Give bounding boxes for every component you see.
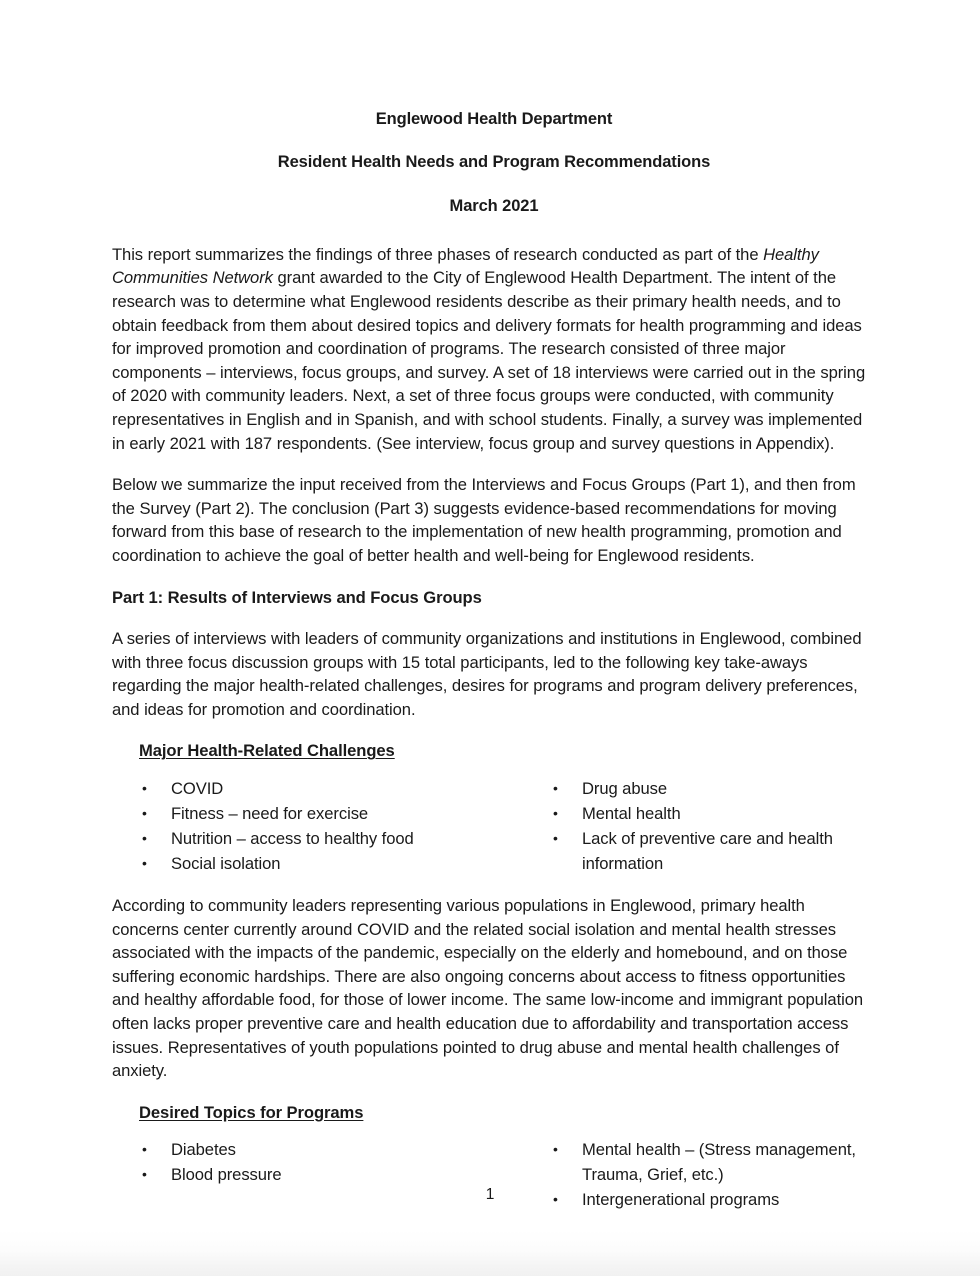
document-content [112,108,876,1230]
list-item [553,801,876,826]
desired-topics-list-left [142,1137,553,1187]
list-item [142,801,553,826]
page-number-footer: 1 [485,1186,495,1203]
intro-paragraph-1-text-before: This report summarizes the findings of three phases of research conducted as part of the [112,244,764,264]
list-item-label: COVID [171,779,224,799]
bullet-icon: • [553,780,558,797]
part-1-intro-paragraph: A series of interviews with leaders of community organizations and institutions in Englewood, combined with three focus discussion groups with 15 total participants, led to the following key take-aways regarding the major health-related challenges, desires for programs and program delivery preferences, and ideas for promotion and coordination. [112,629,862,719]
list-item-label: Mental health – (Stress management, Trauma, Grief, etc.) [582,1140,856,1185]
document-date: March 2021 [449,196,539,215]
list-item [142,851,553,876]
challenges-column-left [112,776,553,876]
bullet-icon: • [553,805,558,822]
grant-name-italic: Healthy Communities Network [112,244,819,288]
intro-paragraph-1-text-after: grant awarded to the City of Englewood Health Department. The intent of the research was to determine what Englewood residents describe as their primary health needs, and to obtain feedback from them about desired topics and delivery formats for health programming and ideas for improved promotion and coordination of programs. The research consisted of three major components – interviews, focus groups, and survey. A set of 18 interviews were carried out in the spring of 2020 with community leaders. Next, a set of three focus groups were conducted, with community representatives in English and in Spanish, and with school students. Finally, a survey was implemented in early 2021 with 187 respondents. (See interview, focus group and survey questions in Appendix). [112,268,866,453]
list-item-label: Nutrition – access to healthy food [171,829,414,849]
challenges-list-right [553,776,876,876]
list-item-label: Lack of preventive care and health information [582,829,833,874]
list-item [553,826,876,876]
list-item [142,776,553,801]
list-item [142,1137,553,1162]
bullet-icon: • [142,855,147,872]
bullet-icon: • [142,1166,147,1183]
challenges-discussion-paragraph: According to community leaders representing various populations in Englewood, primary health concerns center currently around COVID and the related social isolation and mental health stresses associated with the impacts of the pandemic, especially on the elderly and homebound, and on those suffering economic hardships. There are also ongoing concerns about access to fitness opportunities and healthy affordable food, for those of lower income. The same low-income and immigrant population often lacks proper preventive care and health education due to affordability and transportation access issues. Representatives of youth populations pointed to drug abuse and mental health challenges of anxiety. [112,896,864,1081]
page-bottom-edge [0,1230,980,1276]
document-title-block [112,108,876,217]
bullet-icon: • [142,805,147,822]
bullet-icon: • [142,780,147,797]
list-item-label: Intergenerational programs [582,1190,780,1210]
part-1-heading: Part 1: Results of Interviews and Focus Groups [112,587,482,607]
challenges-list-left [142,776,553,876]
bullet-icon: • [142,1141,147,1158]
bullet-icon: • [553,1141,558,1158]
list-item-label: Blood pressure [171,1165,282,1185]
list-item [553,776,876,801]
list-item [142,1162,553,1187]
bullet-icon: • [553,1191,558,1208]
challenges-subheading-label: Major Health-Related Challenges [139,741,395,761]
intro-paragraph-1 [112,243,876,455]
desired-topics-subheading [139,1101,876,1125]
challenges-column-right [553,776,876,876]
list-item-label: Drug abuse [582,779,667,799]
list-item-label: Fitness – need for exercise [171,804,369,824]
desired-topics-subheading-label: Desired Topics for Programs [139,1102,364,1122]
document-subtitle: Resident Health Needs and Program Recommendations [277,153,711,172]
intro-paragraph-2: Below we summarize the input received from the Interviews and Focus Groups (Part 1), and then from the Survey (Part 2). The conclusion (Part 3) suggests evidence-based recommendations for moving forward from this base of research to the implementation of new health programming, promotion and coordination to achieve the goal of better health and well-being for Englewood residents. [112,475,856,565]
list-item-label: Mental health [582,804,681,824]
list-item-label: Social isolation [171,854,281,874]
bullet-icon: • [142,830,147,847]
page-title: Englewood Health Department [375,110,613,128]
bullet-icon: • [553,830,558,847]
list-item [553,1137,876,1187]
list-item-label: Diabetes [171,1140,236,1160]
challenges-subheading [139,739,876,763]
list-item [142,826,553,851]
challenges-bullet-columns [112,776,876,876]
